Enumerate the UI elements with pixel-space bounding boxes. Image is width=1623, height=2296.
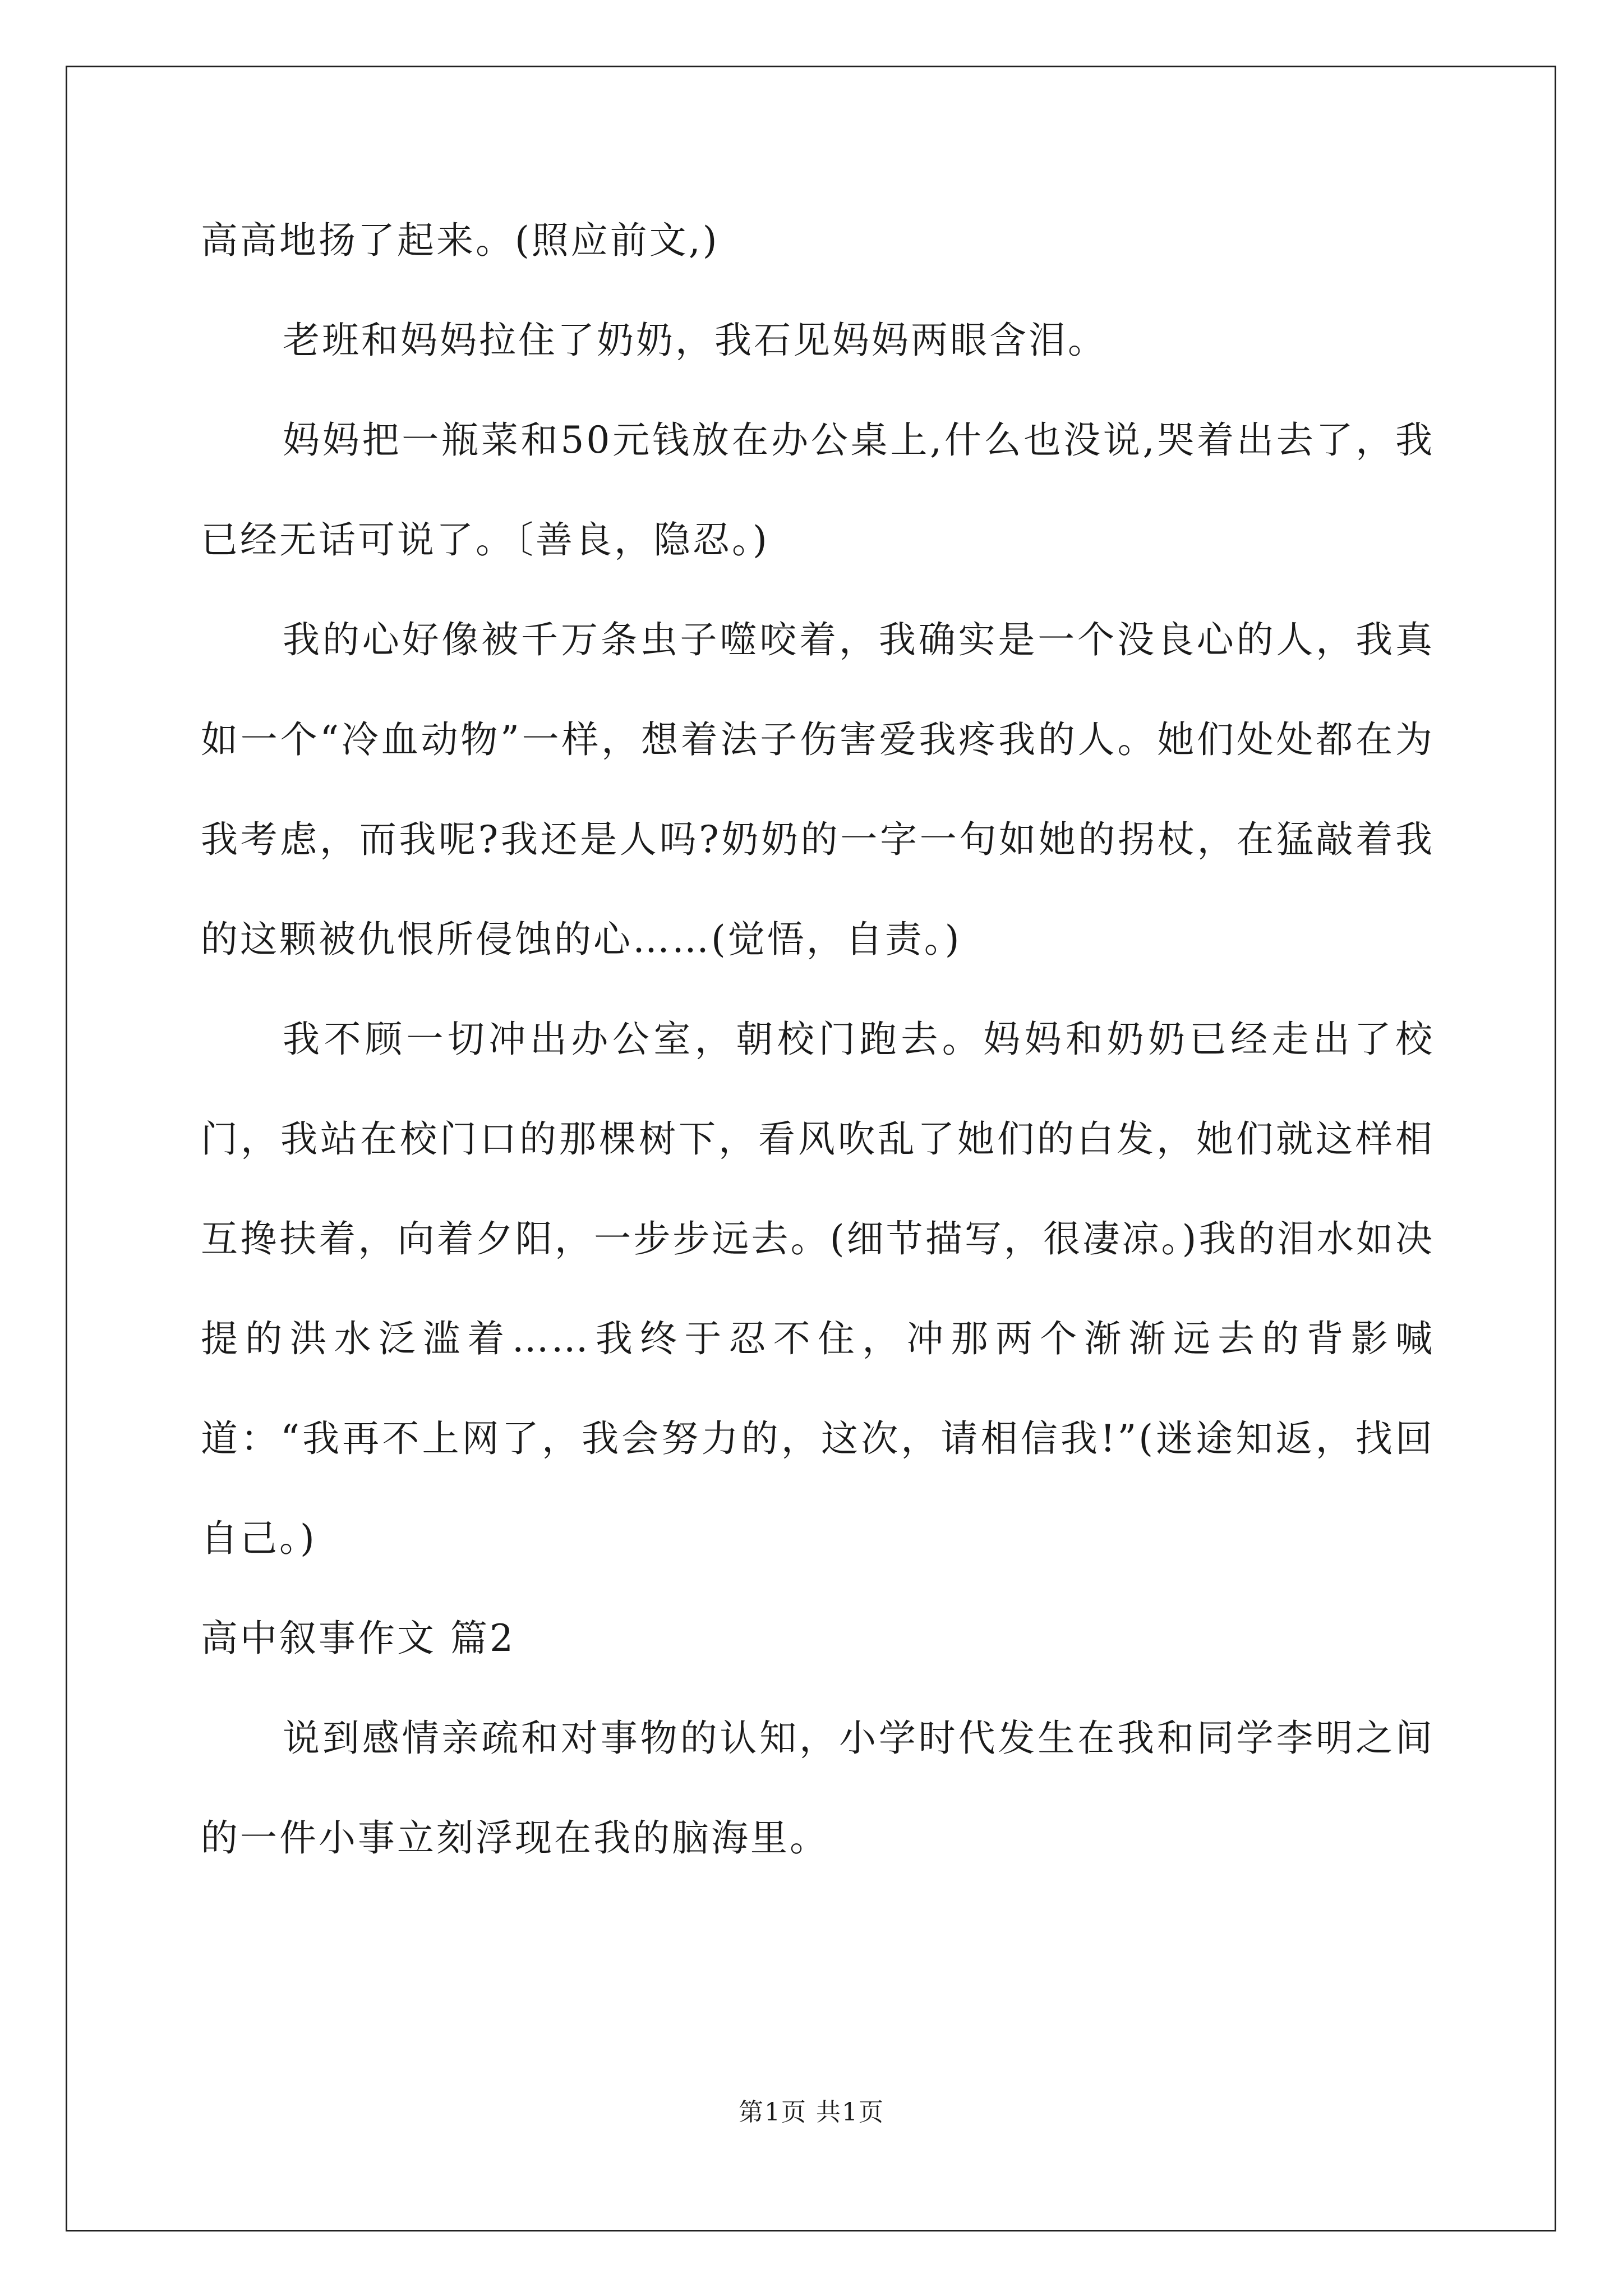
paragraph: 高高地扬了起来。(照应前文,) [201, 219, 720, 262]
paragraph: 老班和妈妈拉住了奶奶，我石见妈妈两眼含泪。 [283, 319, 1107, 362]
page-footer: 第1页 共1页 [739, 2098, 884, 2127]
paragraph: 说到感情亲疏和对事物的认知，小学时代发生在我和同学李明之间的一件小事立刻浮现在我的脑海里。 [201, 1717, 1435, 1860]
paragraph: 我的心好像被千万条虫子噬咬着，我确实是一个没良心的人，我真如一个“冷血动物”一样，想着法子伤害爱我疼我的人。她们处处都在为我考虑，而我呢?我还是人吗?奶奶的一字一句如她的拐杖，在猛敲着我的这颗被仇恨所侵蚀的心……(觉悟，自责。) [201, 618, 1435, 961]
section-heading: 高中叙事作文 篇2 [201, 1617, 515, 1660]
document-body [201, 191, 1435, 1888]
paragraph: 我不顾一切冲出办公室，朝校门跑去。妈妈和奶奶已经走出了校门，我站在校门口的那棵树下，看风吹乱了她们的白发，她们就这样相互搀扶着，向着夕阳，一步步远去。(细节描写，很凄凉。)我的泪水如决提的洪水泛滥着……我终于忍不住，冲那两个渐渐远去的背影喊道：“我再不上网了，我会努力的，这次，请相信我!”(迷途知返，找回自己。) [201, 1018, 1435, 1560]
paragraph: 妈妈把一瓶菜和50元钱放在办公桌上,什么也没说,哭着出去了，我已经无话可说了。〔善良，隐忍。) [201, 418, 1435, 562]
